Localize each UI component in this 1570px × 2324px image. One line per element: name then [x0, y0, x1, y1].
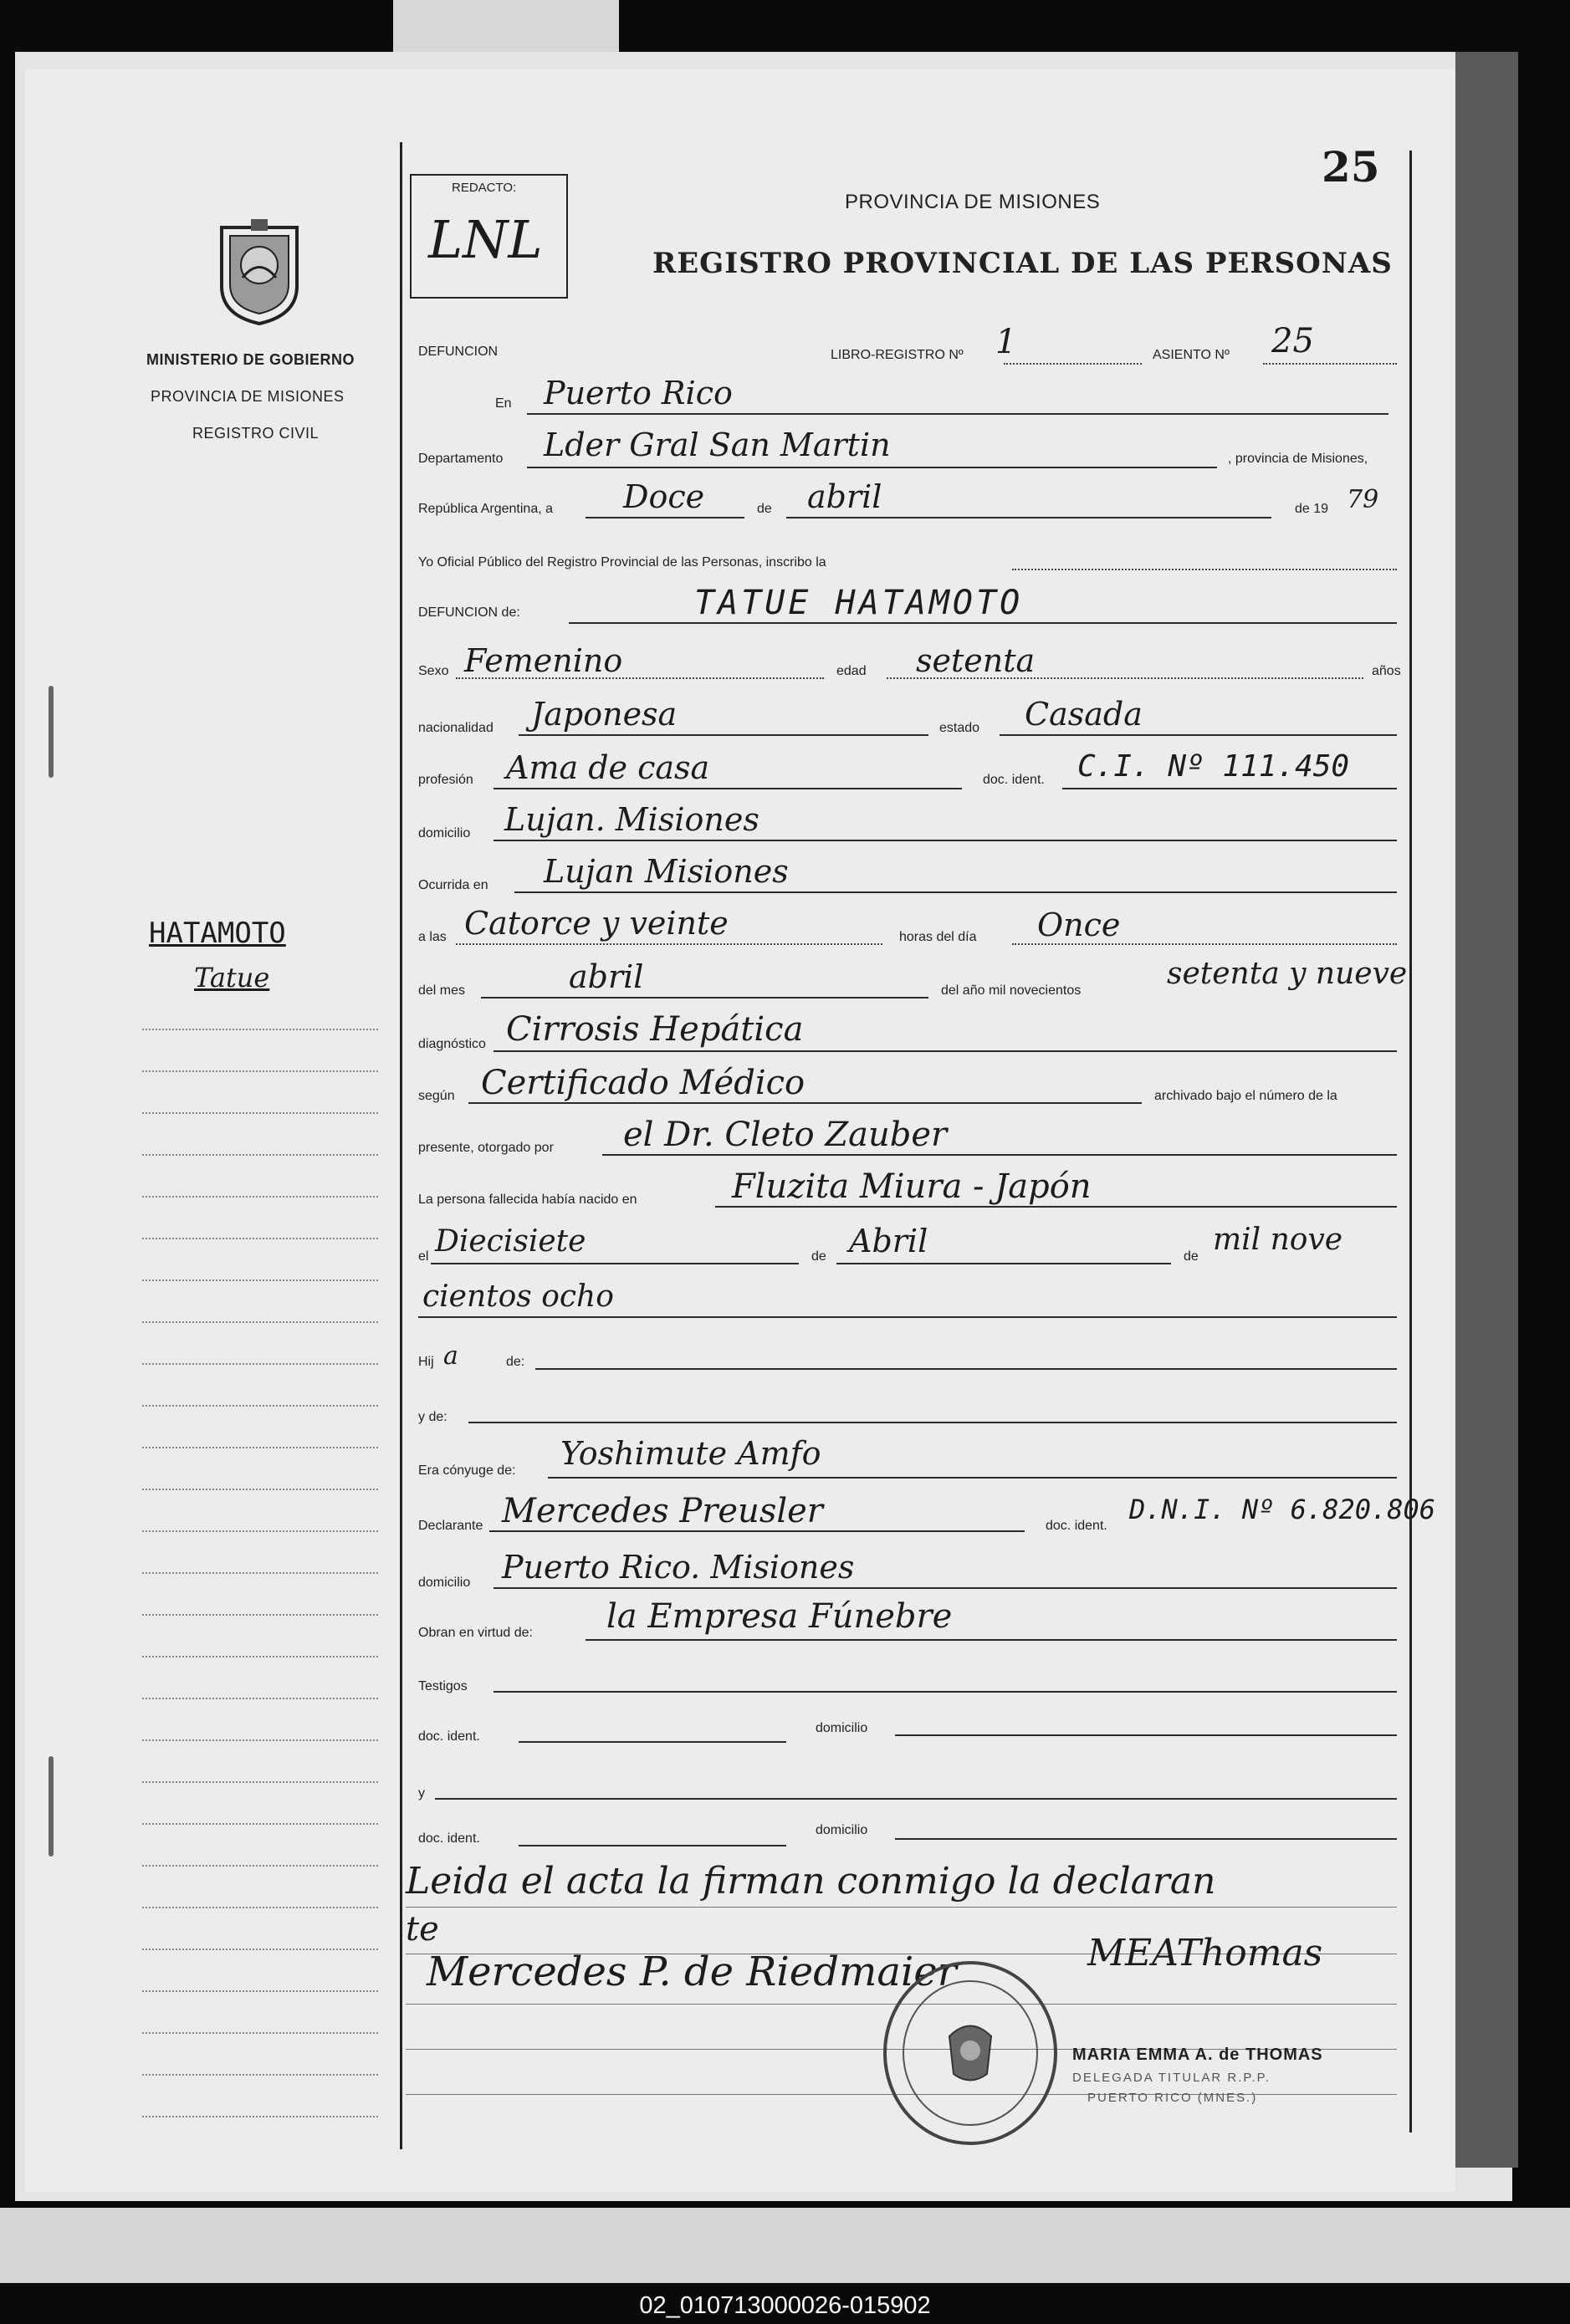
archivado-label: archivado bajo el número de la: [1154, 1089, 1337, 1103]
background-bottom: [0, 2208, 1570, 2283]
libro-label: LIBRO-REGISTRO Nº: [831, 348, 964, 362]
sexo-value: Femenino: [464, 642, 623, 679]
redacto-initials: LNL: [428, 209, 543, 270]
domicilio-value: Lujan. Misiones: [504, 801, 759, 838]
margin-line: [142, 1447, 378, 1448]
field-line: [1000, 734, 1397, 736]
diagnostico-label: diagnóstico: [418, 1037, 486, 1051]
en-label: En: [495, 396, 512, 411]
margin-given-name: Tatue: [194, 962, 270, 993]
background-paper-strip: [393, 0, 619, 59]
provincia-suffix: , provincia de Misiones,: [1228, 452, 1368, 466]
official-name: MARIA EMMA A. de THOMAS: [1072, 2046, 1323, 2064]
obran-label: Obran en virtud de:: [418, 1626, 533, 1640]
image-caption: 02_010713000026-015902: [0, 2288, 1570, 2324]
horas-value: Once: [1037, 907, 1121, 943]
profesion-value: Ama de casa: [506, 749, 710, 786]
nacionalidad-label: nacionalidad: [418, 721, 494, 735]
field-line: [494, 840, 1397, 841]
margin-line: [142, 1990, 378, 1992]
cientos-value: cientos ocho: [422, 1279, 614, 1314]
redacto-box: [410, 174, 568, 299]
libro-value: 1: [995, 323, 1017, 361]
margin-line: [142, 1656, 378, 1657]
header-title: REGISTRO PROVINCIAL DE LAS PERSONAS: [652, 247, 1393, 280]
margin-line: [142, 1279, 378, 1281]
header-province: PROVINCIA DE MISIONES: [845, 191, 1101, 213]
de-anio-label: de: [1184, 1249, 1199, 1264]
registry-label: REGISTRO CIVIL: [192, 425, 320, 442]
field-line: [586, 517, 744, 518]
field-line: [548, 1477, 1397, 1479]
anio-mil-label: del año mil novecientos: [941, 983, 1082, 998]
profesion-label: profesión: [418, 773, 473, 787]
asiento-label: ASIENTO Nº: [1153, 348, 1230, 362]
doc-ident-value: C.I. Nº 111.450: [1077, 749, 1350, 784]
declarante-label: Declarante: [418, 1519, 483, 1533]
field-line: [418, 1316, 1397, 1318]
conyuge-label: Era cónyuge de:: [418, 1463, 516, 1478]
binding-stitch: [49, 686, 54, 778]
presente-label: presente, otorgado por: [418, 1141, 554, 1155]
field-line: [494, 1050, 1397, 1052]
presente-value: el Dr. Cleto Zauber: [623, 1116, 948, 1154]
domicilio2-label: domicilio: [816, 1721, 868, 1735]
de-mes-value: Abril: [849, 1223, 928, 1259]
departamento-label: Departamento: [418, 452, 504, 466]
testigos-label: Testigos: [418, 1679, 468, 1693]
field-line: [786, 517, 1271, 518]
field-line: [527, 413, 1388, 415]
departamento-value: Lder Gral San Martin: [544, 426, 891, 463]
margin-line: [142, 1698, 378, 1699]
field-line: [481, 997, 928, 999]
field-line: [527, 467, 1217, 468]
field-line: [836, 1263, 1171, 1264]
sexo-label: Sexo: [418, 664, 449, 678]
margin-line: [142, 1739, 378, 1741]
doc-ident3-label: doc. ident.: [418, 1831, 480, 1846]
margin-line: [142, 2116, 378, 2117]
ocurrida-value: Lujan Misiones: [544, 853, 789, 890]
hija-de-label: de:: [506, 1355, 525, 1369]
declarant-signature: Mercedes P. de Riedmaier: [427, 1949, 957, 1995]
defuncion-type-label: DEFUNCION: [418, 345, 499, 359]
official-title: DELEGADA TITULAR R.P.P.: [1072, 2071, 1271, 2085]
en-value: Puerto Rico: [544, 375, 733, 411]
field-line: [494, 788, 962, 789]
margin-line: [142, 1112, 378, 1114]
closing-line: [406, 1907, 1397, 1908]
edad-value: setenta: [916, 642, 1036, 679]
oficial-text: Yo Oficial Público del Registro Provincial de las Personas, inscribo la: [418, 555, 826, 570]
dotted-line: [1263, 363, 1397, 365]
domicilio3-label: domicilio: [816, 1823, 868, 1837]
province-label-left: PROVINCIA DE MISIONES: [151, 388, 345, 405]
field-line: [494, 1587, 1397, 1589]
dotted-line: [1004, 363, 1142, 365]
domicilio-label: domicilio: [418, 826, 471, 840]
margin-line: [142, 2032, 378, 2034]
field-line: [602, 1154, 1397, 1156]
margin-line: [142, 1614, 378, 1616]
el-label: el: [418, 1249, 429, 1264]
nacido-label: La persona fallecida había nacido en: [418, 1193, 637, 1207]
asiento-value: 25: [1271, 322, 1314, 360]
conyuge-value: Yoshimute Amfo: [560, 1435, 821, 1472]
book-spine: [1455, 52, 1518, 2168]
coat-of-arms-icon: [209, 219, 309, 328]
field-line: [435, 1798, 1397, 1800]
margin-line: [142, 1781, 378, 1783]
field-line: [468, 1422, 1397, 1423]
redacto-label: REDACTO:: [452, 181, 517, 195]
field-line: [519, 1845, 786, 1846]
declarante-doc-label: doc. ident.: [1046, 1519, 1107, 1533]
declarante-dom-label: domicilio: [418, 1576, 471, 1590]
field-line: [489, 1530, 1025, 1532]
margin-line: [142, 1530, 378, 1532]
doc-ident-label: doc. ident.: [983, 773, 1045, 787]
field-line: [895, 1838, 1397, 1840]
margin-line: [142, 1154, 378, 1156]
right-rule: [1409, 151, 1412, 2132]
field-line: [715, 1206, 1397, 1208]
republica-label: República Argentina, a: [418, 502, 553, 516]
declarante-value: Mercedes Preusler: [502, 1492, 823, 1530]
diagnostico-value: Cirrosis Hepática: [506, 1010, 804, 1049]
margin-line: [142, 1321, 378, 1323]
field-line: [519, 1741, 786, 1743]
segun-value: Certificado Médico: [481, 1064, 805, 1102]
declarante-doc-value: D.N.I. Nº 6.820.806: [1129, 1494, 1436, 1525]
closing-line-2: te: [406, 1910, 439, 1949]
margin-line: [142, 1865, 378, 1867]
field-line: [535, 1368, 1397, 1370]
margin-line: [142, 1489, 378, 1490]
stamp-seal-text: [908, 1923, 937, 1924]
declarante-dom-value: Puerto Rico. Misiones: [502, 1549, 855, 1586]
margin-line: [142, 1572, 378, 1574]
margin-line: [142, 1029, 378, 1030]
field-line: [586, 1639, 1397, 1641]
margin-line: [142, 1238, 378, 1239]
field-line: [569, 622, 1397, 624]
field-line: [895, 1734, 1397, 1736]
dotted-line: [456, 677, 824, 679]
obran-value: la Empresa Fúnebre: [606, 1597, 953, 1636]
del-mes-label: del mes: [418, 983, 466, 998]
dotted-line: [887, 677, 1363, 679]
nacionalidad-value: Japonesa: [531, 696, 678, 733]
de-label: de: [757, 502, 772, 516]
margin-surname: HATAMOTO: [149, 917, 286, 950]
field-line: [468, 1102, 1142, 1104]
field-line: [514, 891, 1397, 893]
de-anio-value: mil nove: [1213, 1223, 1343, 1257]
margin-line: [142, 2074, 378, 2076]
dia-value: Doce: [623, 478, 705, 515]
margin-line: [142, 1363, 378, 1365]
mes-value: abril: [807, 478, 882, 515]
dotted-line: [1012, 569, 1397, 570]
margin-line: [142, 1070, 378, 1072]
y-label: y: [418, 1786, 425, 1800]
page-number: 25: [1322, 142, 1380, 192]
margin-line: [142, 1949, 378, 1950]
defuncion-de-label: DEFUNCION de:: [418, 605, 520, 620]
hija-value: a: [443, 1341, 458, 1371]
el-value: Diecisiete: [435, 1224, 586, 1259]
estado-value: Casada: [1025, 696, 1143, 733]
segun-label: según: [418, 1089, 455, 1103]
anio-label: de 19: [1295, 502, 1329, 516]
closing-line-1: Leida el acta la firman conmigo la declaran: [406, 1860, 1216, 1903]
field-line: [1062, 788, 1397, 789]
margin-line: [142, 1907, 378, 1908]
dotted-line: [1012, 943, 1397, 945]
a-las-value: Catorce y veinte: [464, 905, 729, 942]
ministry-label: MINISTERIO DE GOBIERNO: [146, 351, 355, 368]
registry-stamp: [878, 1957, 1062, 2149]
field-line: [519, 734, 928, 736]
hija-label: Hij: [418, 1355, 434, 1369]
left-rule: [400, 142, 402, 2149]
field-line: [431, 1263, 799, 1264]
margin-line: [142, 1823, 378, 1825]
y-de-label: y de:: [418, 1410, 447, 1424]
a-las-label: a las: [418, 930, 447, 944]
del-mes-value: abril: [569, 958, 644, 995]
nacido-value: Fluzita Miura - Japón: [732, 1167, 1092, 1206]
anos-label: años: [1372, 664, 1401, 678]
deceased-name: TATUE HATAMOTO: [694, 584, 1024, 622]
doc-ident2-label: doc. ident.: [418, 1729, 480, 1744]
de-mes-label: de: [811, 1249, 826, 1264]
official-place: PUERTO RICO (MNES.): [1087, 2091, 1258, 2105]
official-signature: MEAThomas: [1087, 1932, 1323, 1974]
estado-label: estado: [939, 721, 980, 735]
edad-label: edad: [836, 664, 867, 678]
margin-line: [142, 1196, 378, 1198]
field-line: [494, 1691, 1397, 1693]
horas-label: horas del día: [899, 930, 977, 944]
ocurrida-label: Ocurrida en: [418, 878, 488, 892]
anio-mil-value: setenta y nueve: [1167, 957, 1408, 991]
margin-line: [142, 1405, 378, 1407]
dotted-line: [456, 943, 882, 945]
anio-value: 79: [1347, 485, 1379, 514]
binding-stitch: [49, 1756, 54, 1857]
